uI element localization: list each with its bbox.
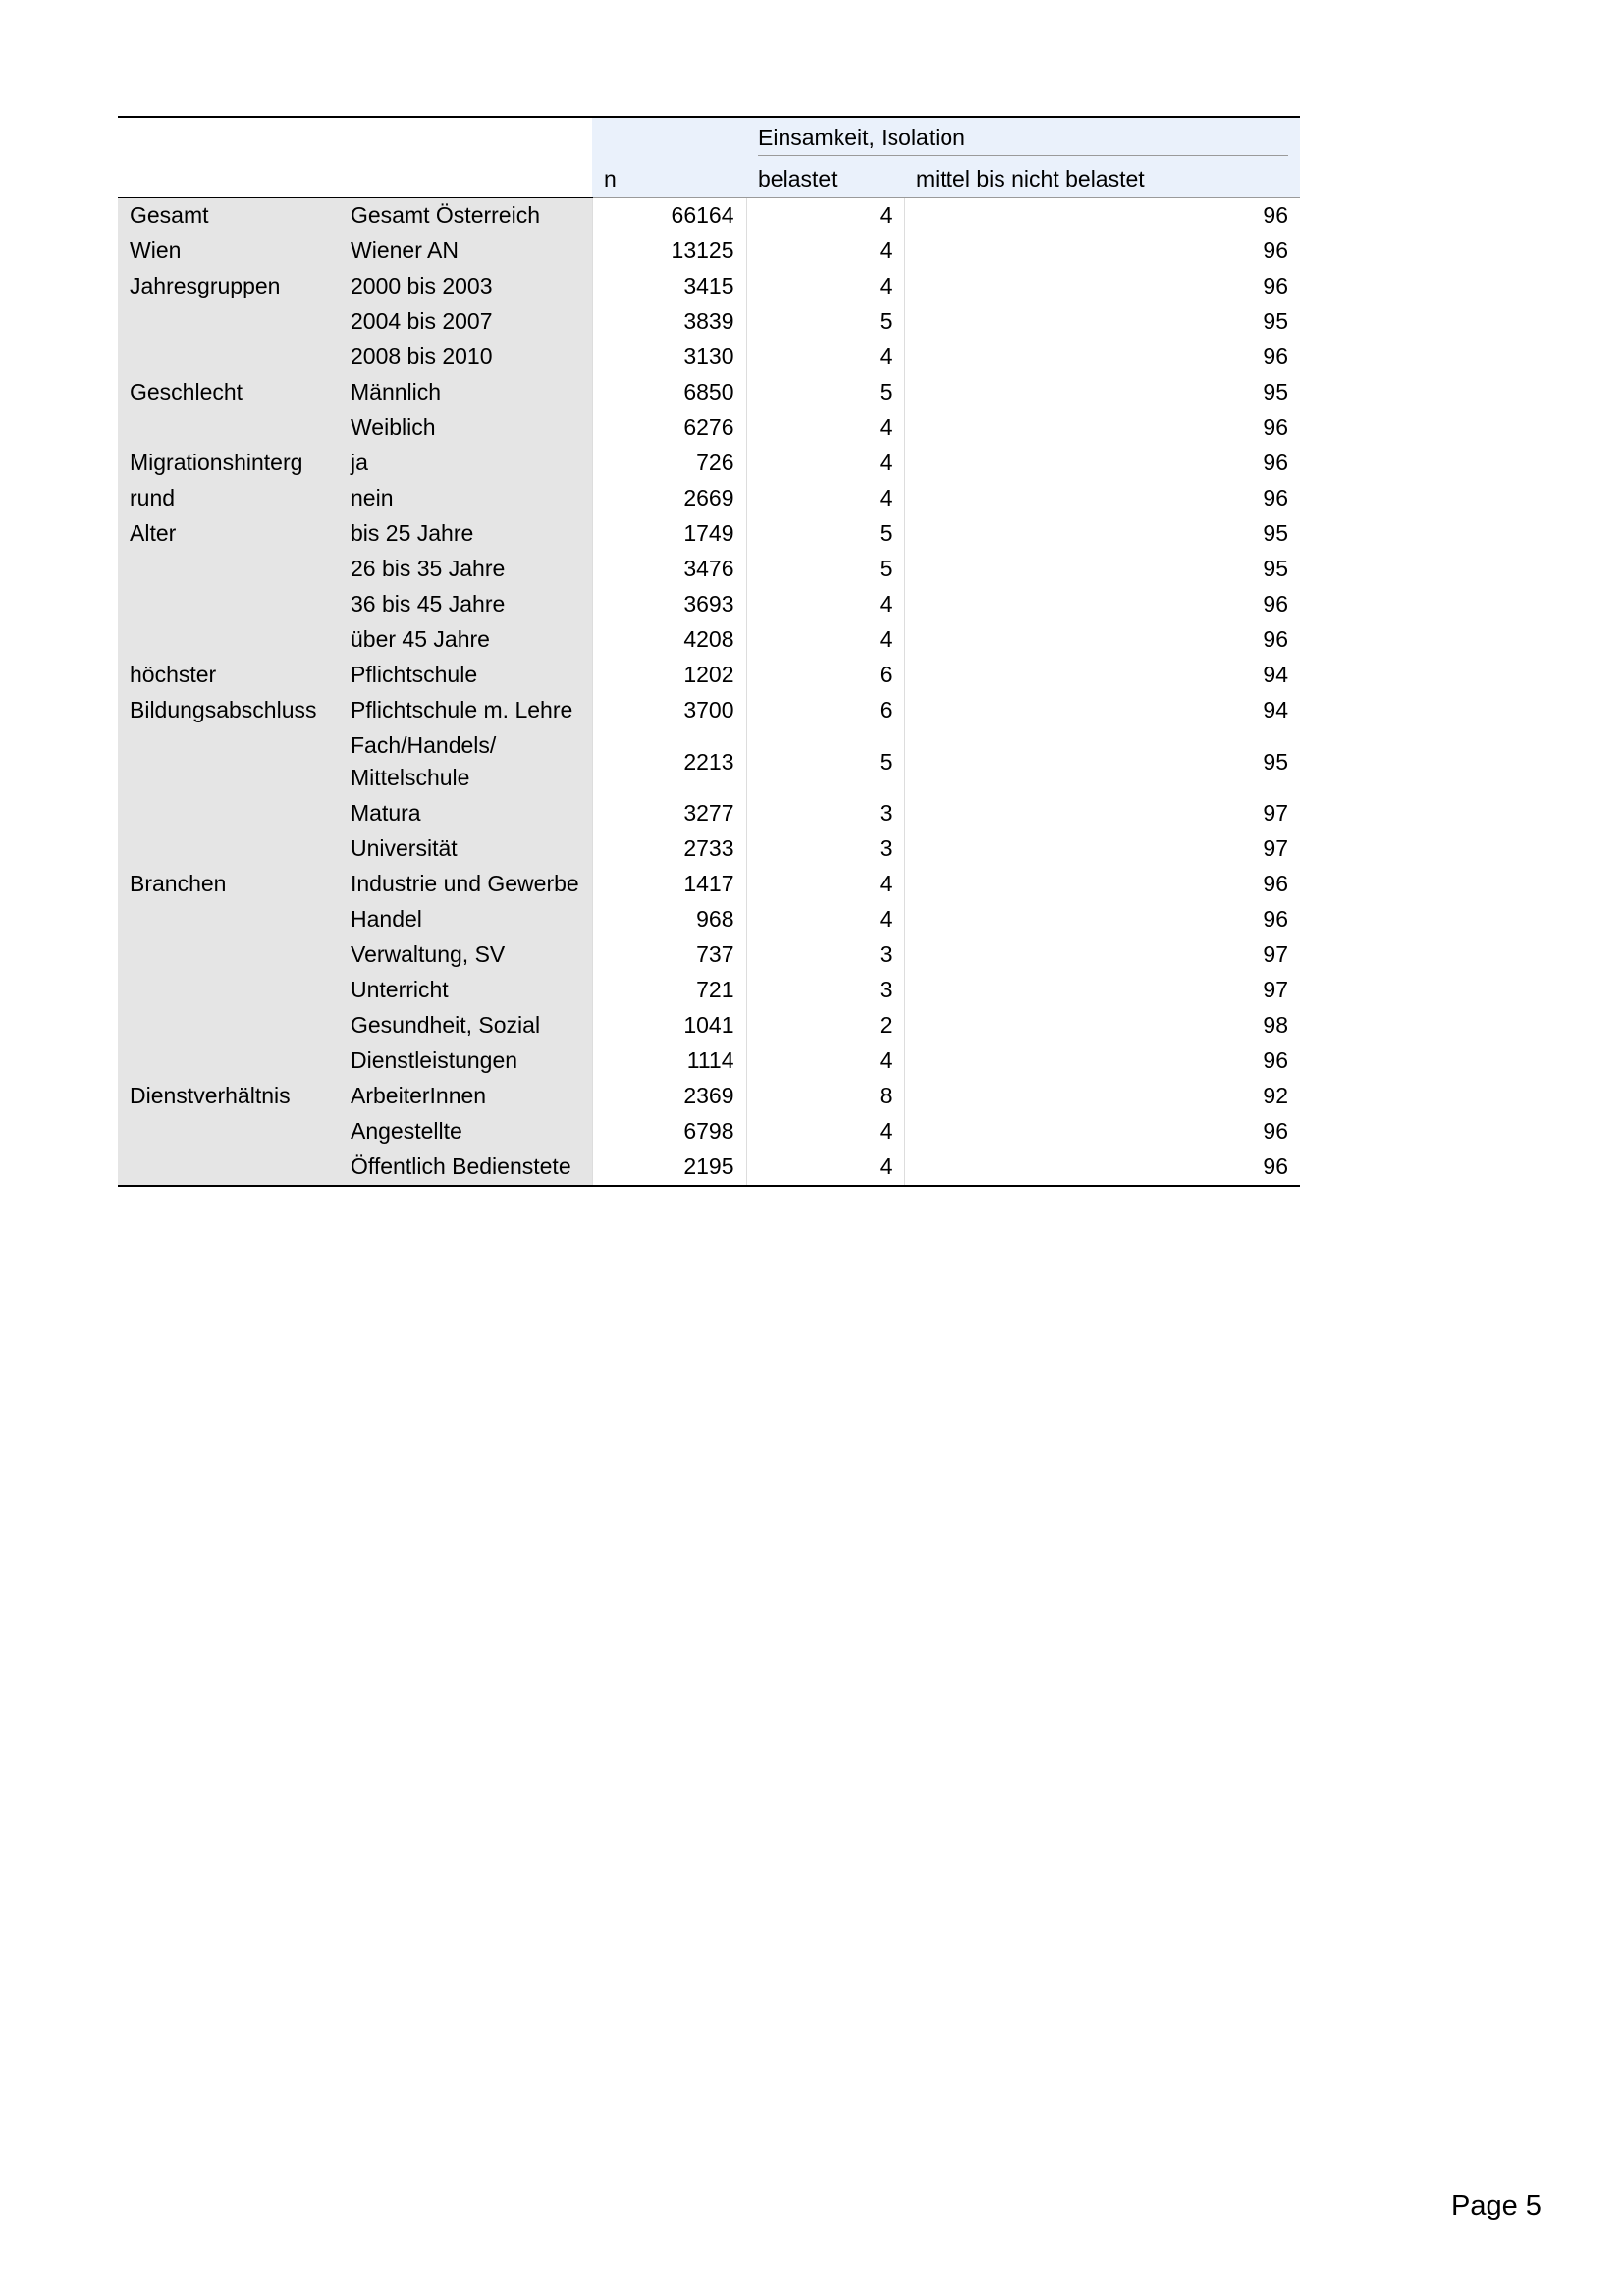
- row-group-label: [118, 587, 339, 622]
- cell-mittel-value: 96: [904, 902, 1300, 937]
- cell-n-value: 6276: [592, 410, 746, 446]
- header-row-top: [118, 117, 1300, 156]
- table-row: [118, 446, 1300, 481]
- table-row: [118, 831, 1300, 867]
- header-row-columns: [118, 156, 1300, 198]
- cell-belastet-value: 4: [746, 867, 904, 902]
- row-group-label: [118, 902, 339, 937]
- row-group-label: [118, 304, 339, 340]
- cell-n-value: 6850: [592, 375, 746, 410]
- row-group-label: Dienstverhältnis: [118, 1079, 339, 1114]
- header-n-top-cell: [592, 117, 746, 156]
- row-group-label: [118, 937, 339, 973]
- statistics-table: [118, 116, 1300, 1187]
- row-category-label: Gesamt Österreich: [339, 198, 592, 235]
- cell-mittel-value: 96: [904, 1114, 1300, 1149]
- row-category-label: Dienstleistungen: [339, 1043, 592, 1079]
- cell-mittel-value: 92: [904, 1079, 1300, 1114]
- cell-n-value: 2213: [592, 728, 746, 796]
- column-header-belastet: belastet: [746, 156, 904, 198]
- table-row: [118, 375, 1300, 410]
- cell-mittel-value: 95: [904, 304, 1300, 340]
- table-row: [118, 481, 1300, 516]
- row-group-label: Alter: [118, 516, 339, 552]
- row-group-label: Wien: [118, 234, 339, 269]
- cell-belastet-value: 2: [746, 1008, 904, 1043]
- row-category-label: Pflichtschule: [339, 658, 592, 693]
- cell-belastet-value: 3: [746, 937, 904, 973]
- cell-n-value: 1417: [592, 867, 746, 902]
- table-header: [118, 117, 1300, 198]
- table-row: [118, 516, 1300, 552]
- row-group-label: [118, 1114, 339, 1149]
- row-category-label: ja: [339, 446, 592, 481]
- row-category-label: Unterricht: [339, 973, 592, 1008]
- row-group-label: Bildungsabschluss: [118, 693, 339, 728]
- table-row: [118, 1043, 1300, 1079]
- column-header-n: n: [592, 156, 746, 198]
- cell-belastet-value: 4: [746, 269, 904, 304]
- header-group-label: Einsamkeit, Isolation: [758, 122, 1288, 156]
- row-group-label: [118, 1149, 339, 1186]
- cell-mittel-value: 96: [904, 1043, 1300, 1079]
- row-group-label: [118, 1008, 339, 1043]
- row-group-label: [118, 410, 339, 446]
- table-row: [118, 587, 1300, 622]
- cell-n-value: 1202: [592, 658, 746, 693]
- cell-n-value: 721: [592, 973, 746, 1008]
- row-category-label: Pflichtschule m. Lehre: [339, 693, 592, 728]
- row-group-label: [118, 728, 339, 796]
- table-row: [118, 1079, 1300, 1114]
- row-group-label: [118, 552, 339, 587]
- row-category-label: Industrie und Gewerbe: [339, 867, 592, 902]
- cell-n-value: 737: [592, 937, 746, 973]
- cell-mittel-value: 96: [904, 269, 1300, 304]
- cell-mittel-value: 96: [904, 340, 1300, 375]
- table-row: [118, 937, 1300, 973]
- row-group-label: höchster: [118, 658, 339, 693]
- cell-mittel-value: 96: [904, 1149, 1300, 1186]
- cell-n-value: 1041: [592, 1008, 746, 1043]
- cell-belastet-value: 3: [746, 796, 904, 831]
- cell-belastet-value: 6: [746, 693, 904, 728]
- table-row: [118, 658, 1300, 693]
- cell-mittel-value: 96: [904, 234, 1300, 269]
- row-category-label: Wiener AN: [339, 234, 592, 269]
- row-category-label: Männlich: [339, 375, 592, 410]
- table-row: [118, 1149, 1300, 1186]
- cell-mittel-value: 97: [904, 796, 1300, 831]
- cell-n-value: 968: [592, 902, 746, 937]
- cell-mittel-value: 96: [904, 410, 1300, 446]
- row-category-label: ArbeiterInnen: [339, 1079, 592, 1114]
- cell-mittel-value: 96: [904, 198, 1300, 235]
- cell-belastet-value: 4: [746, 481, 904, 516]
- row-group-label: Gesamt: [118, 198, 339, 235]
- data-table-container: [118, 116, 1300, 1187]
- cell-belastet-value: 4: [746, 234, 904, 269]
- cell-mittel-value: 94: [904, 693, 1300, 728]
- table-row: [118, 902, 1300, 937]
- cell-n-value: 4208: [592, 622, 746, 658]
- cell-mittel-value: 97: [904, 973, 1300, 1008]
- cell-n-value: 726: [592, 446, 746, 481]
- cell-belastet-value: 4: [746, 1043, 904, 1079]
- cell-belastet-value: 5: [746, 728, 904, 796]
- cell-belastet-value: 4: [746, 902, 904, 937]
- cell-mittel-value: 95: [904, 552, 1300, 587]
- cell-mittel-value: 97: [904, 937, 1300, 973]
- cell-belastet-value: 3: [746, 831, 904, 867]
- cell-mittel-value: 96: [904, 622, 1300, 658]
- table-row: [118, 622, 1300, 658]
- table-row: [118, 867, 1300, 902]
- row-group-label: [118, 1043, 339, 1079]
- header-group-cell: [746, 117, 1300, 156]
- row-category-label: 2008 bis 2010: [339, 340, 592, 375]
- cell-belastet-value: 3: [746, 973, 904, 1008]
- table-row: [118, 552, 1300, 587]
- row-group-label: [118, 796, 339, 831]
- cell-n-value: 3839: [592, 304, 746, 340]
- cell-mittel-value: 96: [904, 481, 1300, 516]
- cell-n-value: 3476: [592, 552, 746, 587]
- table-body: [118, 198, 1300, 1187]
- row-group-label: Migrationshinterg: [118, 446, 339, 481]
- row-group-label: [118, 340, 339, 375]
- cell-belastet-value: 4: [746, 1114, 904, 1149]
- cell-n-value: 66164: [592, 198, 746, 235]
- cell-n-value: 1114: [592, 1043, 746, 1079]
- table-row: [118, 304, 1300, 340]
- table-row: [118, 234, 1300, 269]
- row-category-label: Gesundheit, Sozial: [339, 1008, 592, 1043]
- cell-mittel-value: 95: [904, 728, 1300, 796]
- cell-mittel-value: 96: [904, 446, 1300, 481]
- cell-belastet-value: 4: [746, 446, 904, 481]
- cell-belastet-value: 4: [746, 587, 904, 622]
- cell-n-value: 1749: [592, 516, 746, 552]
- row-category-label: nein: [339, 481, 592, 516]
- row-category-label: Angestellte: [339, 1114, 592, 1149]
- row-group-label: rund: [118, 481, 339, 516]
- cell-n-value: 3130: [592, 340, 746, 375]
- cell-belastet-value: 4: [746, 198, 904, 235]
- row-group-label: [118, 973, 339, 1008]
- row-category-label: Weiblich: [339, 410, 592, 446]
- cell-belastet-value: 4: [746, 340, 904, 375]
- cell-mittel-value: 96: [904, 587, 1300, 622]
- cell-n-value: 2369: [592, 1079, 746, 1114]
- cell-n-value: 2733: [592, 831, 746, 867]
- cell-belastet-value: 8: [746, 1079, 904, 1114]
- cell-belastet-value: 5: [746, 516, 904, 552]
- cell-n-value: 3700: [592, 693, 746, 728]
- header-blank-cell-2: [118, 156, 592, 198]
- row-category-label: Matura: [339, 796, 592, 831]
- table-row: [118, 973, 1300, 1008]
- cell-belastet-value: 5: [746, 375, 904, 410]
- cell-n-value: 3693: [592, 587, 746, 622]
- cell-n-value: 2195: [592, 1149, 746, 1186]
- cell-mittel-value: 94: [904, 658, 1300, 693]
- header-blank-cell: [118, 117, 592, 156]
- row-category-label: bis 25 Jahre: [339, 516, 592, 552]
- cell-mittel-value: 96: [904, 867, 1300, 902]
- row-group-label: Jahresgruppen: [118, 269, 339, 304]
- cell-mittel-value: 95: [904, 516, 1300, 552]
- cell-belastet-value: 4: [746, 1149, 904, 1186]
- row-group-label: Branchen: [118, 867, 339, 902]
- row-category-label: 2004 bis 2007: [339, 304, 592, 340]
- row-category-label: Verwaltung, SV: [339, 937, 592, 973]
- cell-n-value: 13125: [592, 234, 746, 269]
- row-category-label: 26 bis 35 Jahre: [339, 552, 592, 587]
- cell-belastet-value: 5: [746, 304, 904, 340]
- cell-mittel-value: 97: [904, 831, 1300, 867]
- table-row: [118, 198, 1300, 235]
- cell-belastet-value: 5: [746, 552, 904, 587]
- cell-n-value: 3415: [592, 269, 746, 304]
- table-row: [118, 340, 1300, 375]
- row-category-label: Handel: [339, 902, 592, 937]
- row-group-label: [118, 831, 339, 867]
- row-group-label: Geschlecht: [118, 375, 339, 410]
- cell-n-value: 6798: [592, 1114, 746, 1149]
- cell-mittel-value: 98: [904, 1008, 1300, 1043]
- row-category-label: über 45 Jahre: [339, 622, 592, 658]
- row-category-label: Universität: [339, 831, 592, 867]
- cell-n-value: 3277: [592, 796, 746, 831]
- row-category-label: Fach/Handels/ Mittelschule: [339, 728, 592, 796]
- cell-belastet-value: 4: [746, 622, 904, 658]
- table-row: [118, 410, 1300, 446]
- cell-belastet-value: 4: [746, 410, 904, 446]
- table-row: [118, 728, 1300, 796]
- cell-belastet-value: 6: [746, 658, 904, 693]
- row-category-label: 2000 bis 2003: [339, 269, 592, 304]
- page-number: Page 5: [1451, 2190, 1542, 2221]
- column-header-mittel: mittel bis nicht belastet: [904, 156, 1300, 198]
- cell-n-value: 2669: [592, 481, 746, 516]
- table-row: [118, 693, 1300, 728]
- cell-mittel-value: 95: [904, 375, 1300, 410]
- row-group-label: [118, 622, 339, 658]
- row-category-label: 36 bis 45 Jahre: [339, 587, 592, 622]
- row-category-label: Öffentlich Bedienstete: [339, 1149, 592, 1186]
- table-row: [118, 269, 1300, 304]
- table-row: [118, 796, 1300, 831]
- table-row: [118, 1114, 1300, 1149]
- table-row: [118, 1008, 1300, 1043]
